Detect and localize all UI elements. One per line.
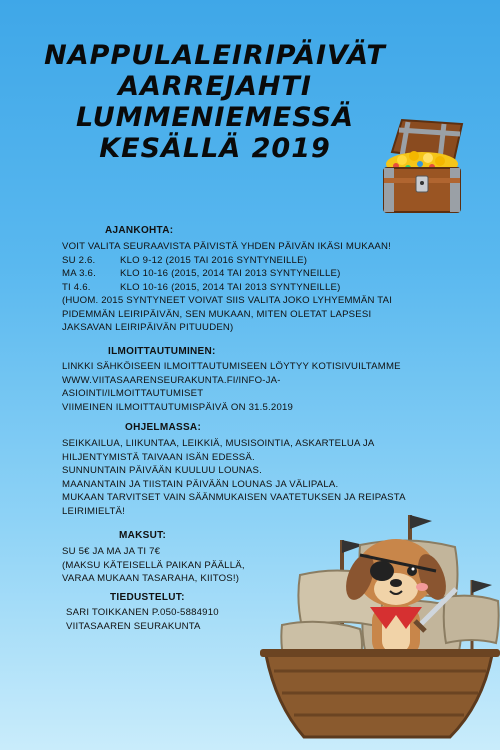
ajankohta-intro: VOIT VALITA SEURAAVISTA PÄIVISTÄ YHDEN PÄIVÄN IKÄSI MUKAAN! <box>62 241 392 252</box>
ilmoittautuminen-heading: ILMOITTAUTUMINEN: <box>108 346 216 357</box>
title-line-2: AARREJAHTI <box>118 71 312 102</box>
registration-link[interactable]: WWW.VIITASAARENSEURAKUNTA.FI/INFO-JA- <box>62 374 281 386</box>
program-line: SUNNUNTAIN PÄIVÄÄN KUULUU LOUNAS. <box>62 465 262 476</box>
note-line: (HUOM. 2015 SYNTYNEET VOIVAT SIIS VALITA JOKO LYHYEMMÄN TAI <box>62 295 393 306</box>
schedule-row: SU 2.6. KLO 9-12 (2015 TAI 2016 SYNTYNEILLE) <box>62 254 308 266</box>
contact-line: VIITASAAREN SEURAKUNTA <box>66 620 201 632</box>
title-line-4: KESÄLLÄ 2019 <box>99 133 331 164</box>
registration-link[interactable]: ASIOINTI/ILMOITTAUTUMISET <box>62 388 204 399</box>
treasure-chest-icon <box>372 112 472 222</box>
schedule-row: MA 3.6. KLO 10-16 (2015, 2014 TAI 2013 SYNTYNEILLE) <box>62 268 341 279</box>
ajankohta-heading: AJANKOHTA: <box>105 225 174 236</box>
program-line: HILJENTYMISTÄ TAIVAAN ISÄN EDESSÄ. <box>62 451 255 463</box>
note-line: JAKSAVAN LEIRIPÄIVÄN PITUUDEN) <box>62 322 234 333</box>
note-line: PIDEMMÄN LEIRIPÄIVÄN, SEN MUKAAN, MITEN OLETAT LAPSESI <box>62 308 372 320</box>
maksut-heading: MAKSUT: <box>119 530 167 541</box>
program-line: MUKAAN TARVITSET VAIN SÄÄNMUKAISEN VAATETUKSEN JA REIPASTA <box>62 492 406 503</box>
program-line: LEIRIMIELTÄ! <box>62 505 125 517</box>
program-line: SEIKKAILUA, LIIKUNTAA, LEIKKIÄ, MUSISOINTIA, ASKARTELUA JA <box>62 438 375 449</box>
schedule-row: TI 4.6. KLO 10-16 (2015, 2014 TAI 2013 SYNTYNEILLE) <box>62 281 341 293</box>
price-line: (MAKSU KÄTEISELLÄ PAIKAN PÄÄLLÄ, <box>62 559 245 571</box>
price-line: VARAA MUKAAN TASARAHA, KIITOS!) <box>62 573 240 584</box>
ohjelmassa-heading: OHJELMASSA: <box>125 422 202 433</box>
tiedustelut-heading: TIEDUSTELUT: <box>110 592 185 603</box>
pirate-dog-ship-icon <box>260 505 500 750</box>
deadline-line: VIIMEINEN ILMOITTAUTUMISPÄIVÄ ON 31.5.2019 <box>62 401 294 413</box>
info-line: LINKKI SÄHKÖISEEN ILMOITTAUTUMISEEN LÖYTYY KOTISIVUILTAMME <box>62 361 401 372</box>
title-line-1: NAPPULALEIRIPÄIVÄT <box>44 40 386 71</box>
ilmoittautuminen-section <box>62 360 402 414</box>
price-line: SU 5€ JA MA JA TI 7€ <box>62 546 161 557</box>
contact-line: SARI TOIKKANEN P.050-5884910 <box>66 607 219 618</box>
title-line-3: LUMMENIEMESSÄ <box>75 102 355 133</box>
poster-title <box>30 40 400 164</box>
program-line: MAANANTAIN JA TIISTAIN PÄIVÄÄN LOUNAS JA VÄLIPALA. <box>62 478 339 490</box>
ajankohta-section <box>62 240 402 335</box>
